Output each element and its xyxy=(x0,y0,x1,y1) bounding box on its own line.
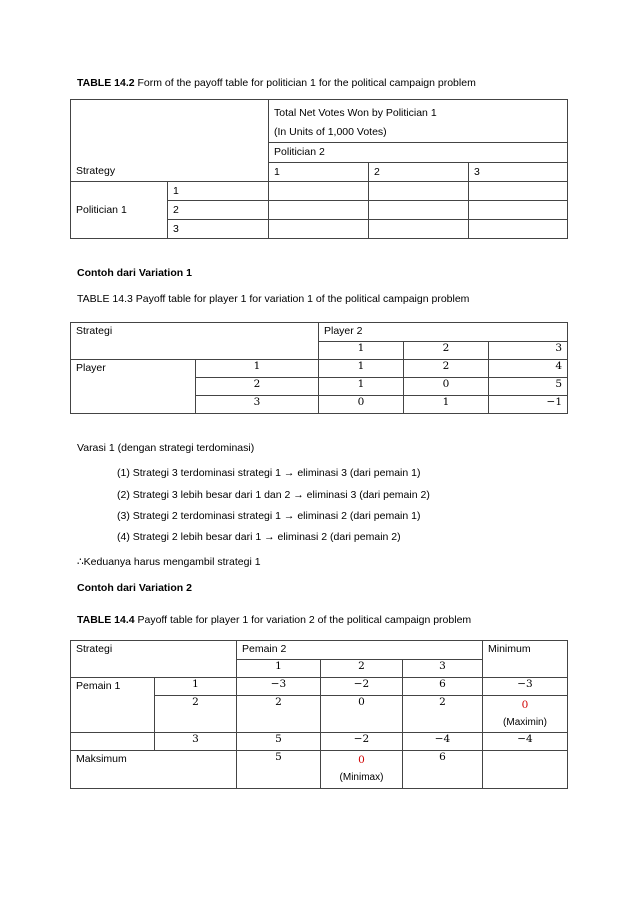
player-label: Player xyxy=(76,362,106,374)
payoff-cell xyxy=(403,678,483,696)
player-2-header xyxy=(319,323,568,342)
maximin-note: (Maximin) xyxy=(503,717,547,728)
row-label-text: 2 xyxy=(192,696,199,708)
payoff-cell xyxy=(319,378,404,396)
empty-cell xyxy=(469,220,568,239)
table-14-2-caption xyxy=(77,77,476,89)
max-value: 5 xyxy=(275,751,282,763)
strategy-header xyxy=(71,100,269,182)
minimax-note: (Minimax) xyxy=(339,772,384,783)
row-label xyxy=(196,360,319,378)
payoff-cell xyxy=(403,733,483,751)
payoff-cell xyxy=(489,378,568,396)
variasi-intro: Varasi 1 (dengan strategi terdominasi) xyxy=(77,442,255,454)
payoff-value: 5 xyxy=(555,378,563,390)
payoff-cell xyxy=(321,696,403,733)
payoff-cell xyxy=(237,696,321,733)
payoff-value: −2 xyxy=(353,733,370,745)
player-2-label: Player 2 xyxy=(324,325,363,337)
minimax-value: 0 xyxy=(358,754,365,766)
payoff-cell xyxy=(321,733,403,751)
col-label: 3 xyxy=(439,660,446,672)
payoff-value: −4 xyxy=(434,733,451,745)
pemain-1-label: Pemain 1 xyxy=(76,680,121,692)
payoff-value: 1 xyxy=(357,360,365,372)
list-item: (3) Strategi 2 terdominasi strategi 1 → eliminasi 2 (dari pemain 1) xyxy=(117,510,421,522)
col-header xyxy=(319,342,404,360)
row-label xyxy=(196,396,319,414)
max-value: 6 xyxy=(439,751,446,763)
row-label xyxy=(168,201,269,220)
empty-cell xyxy=(369,220,469,239)
header-line-2: (In Units of 1,000 Votes) xyxy=(274,126,387,138)
empty-cell xyxy=(469,182,568,201)
payoff-value: 0 xyxy=(357,396,365,408)
col-label: 3 xyxy=(474,166,480,178)
row-label-text: 2 xyxy=(253,378,261,390)
max-cell xyxy=(403,751,483,789)
strategi-label: Strategi xyxy=(76,325,113,337)
payoff-cell xyxy=(319,360,404,378)
payoff-cell xyxy=(237,733,321,751)
variasi-conclusion: ∴Keduanya harus mengambil strategi 1 xyxy=(77,556,261,568)
header-line-1: Total Net Votes Won by Politician 1 xyxy=(274,107,437,119)
payoff-value: 1 xyxy=(357,378,365,390)
minimum-cell xyxy=(483,678,568,696)
col-header xyxy=(369,163,469,182)
strategi-header xyxy=(71,323,319,360)
caption-text: Form of the payoff table for politician 1 for the political campaign problem xyxy=(134,77,476,89)
payoff-cell xyxy=(489,360,568,378)
minimum-value: −3 xyxy=(517,678,533,690)
minimum-cell xyxy=(483,733,568,751)
payoff-value: 0 xyxy=(358,696,365,708)
payoff-value: 4 xyxy=(555,360,563,372)
col-header xyxy=(403,660,483,678)
empty-cell xyxy=(469,201,568,220)
payoff-cell xyxy=(403,696,483,733)
politician-2-label: Politician 2 xyxy=(269,142,567,162)
minimum-label: Minimum xyxy=(488,643,531,655)
row-label xyxy=(168,182,269,201)
row-label-text: 1 xyxy=(173,185,179,197)
list-item: (4) Strategi 2 lebih besar dari 1 → eliminasi 2 (dari pemain 2) xyxy=(117,531,401,543)
row-label-text: 1 xyxy=(253,360,261,372)
max-cell xyxy=(237,751,321,789)
payoff-cell xyxy=(404,396,489,414)
table-14-4 xyxy=(70,640,568,789)
col-header xyxy=(404,342,489,360)
row-label-text: 3 xyxy=(192,733,199,745)
col-header xyxy=(469,163,568,182)
payoff-value: 2 xyxy=(442,360,450,372)
col-header xyxy=(237,660,321,678)
payoff-cell xyxy=(237,678,321,696)
empty-cell xyxy=(369,201,469,220)
col-header xyxy=(489,342,568,360)
minimum-header xyxy=(483,641,568,678)
col-label: 1 xyxy=(274,166,280,178)
payoff-cell xyxy=(319,396,404,414)
strategi-label: Strategi xyxy=(76,643,113,655)
row-label xyxy=(196,378,319,396)
caption-text: Payoff table for player 1 for variation 2 of the political campaign problem xyxy=(134,614,472,626)
empty-cell xyxy=(369,182,469,201)
col-header xyxy=(269,163,369,182)
payoff-cell xyxy=(404,360,489,378)
list-item: (2) Strategi 3 lebih besar dari 1 dan 2 → eliminasi 3 (dari pemain 2) xyxy=(117,489,430,501)
table-14-2 xyxy=(70,99,568,239)
payoff-value: 2 xyxy=(439,696,446,708)
pemain-1-cell xyxy=(71,678,155,733)
pemain-2-label: Pemain 2 xyxy=(242,643,287,655)
table-14-3 xyxy=(70,322,568,414)
payoff-value: −1 xyxy=(546,396,563,408)
maksimum-label: Maksimum xyxy=(76,753,127,765)
row-label-text: 3 xyxy=(253,396,261,408)
total-votes-header xyxy=(269,100,568,163)
col-label: 3 xyxy=(555,342,563,354)
payoff-value: 5 xyxy=(275,733,282,745)
empty-cell xyxy=(269,182,369,201)
strategy-label: Strategy xyxy=(76,165,116,177)
row-label xyxy=(155,733,237,751)
caption-label: TABLE 14.4 xyxy=(77,614,135,626)
maximin-value: 0 xyxy=(521,699,529,711)
empty-cell xyxy=(71,733,155,751)
payoff-cell xyxy=(489,396,568,414)
maximin-cell xyxy=(483,696,568,733)
player-cell xyxy=(71,360,196,414)
payoff-value: 1 xyxy=(442,396,450,408)
empty-cell xyxy=(269,201,369,220)
col-label: 1 xyxy=(357,342,365,354)
payoff-value: −2 xyxy=(353,678,370,690)
row-label xyxy=(155,696,237,733)
minimum-value: −4 xyxy=(517,733,533,745)
politician-1-cell xyxy=(71,182,168,239)
payoff-value: −3 xyxy=(270,678,287,690)
minimax-cell xyxy=(321,751,403,789)
row-label-text: 1 xyxy=(192,678,199,690)
empty-cell xyxy=(269,220,369,239)
table-14-4-caption xyxy=(77,614,471,626)
row-label-text: 3 xyxy=(173,223,179,235)
payoff-value: 2 xyxy=(275,696,282,708)
maksimum-cell xyxy=(71,751,237,789)
col-header xyxy=(321,660,403,678)
list-item: (1) Strategi 3 terdominasi strategi 1 → eliminasi 3 (dari pemain 1) xyxy=(117,467,421,479)
col-label: 2 xyxy=(358,660,365,672)
heading-variation-1: Contoh dari Variation 1 xyxy=(77,267,192,279)
heading-variation-2: Contoh dari Variation 2 xyxy=(77,582,192,594)
payoff-value: 6 xyxy=(439,678,446,690)
payoff-value: 0 xyxy=(442,378,450,390)
strategi-header xyxy=(71,641,237,678)
politician-1-label: Politician 1 xyxy=(76,203,127,216)
row-label xyxy=(155,678,237,696)
col-label: 2 xyxy=(442,342,450,354)
row-label xyxy=(168,220,269,239)
pemain-2-header xyxy=(237,641,483,660)
payoff-cell xyxy=(321,678,403,696)
payoff-cell xyxy=(404,378,489,396)
row-label-text: 2 xyxy=(173,204,179,216)
col-label: 2 xyxy=(374,166,380,178)
caption-label: TABLE 14.2 xyxy=(77,77,135,89)
table-14-3-caption: TABLE 14.3 Payoff table for player 1 for variation 1 of the political campaign problem xyxy=(77,293,470,305)
empty-cell xyxy=(483,751,568,789)
col-label: 1 xyxy=(275,660,282,672)
